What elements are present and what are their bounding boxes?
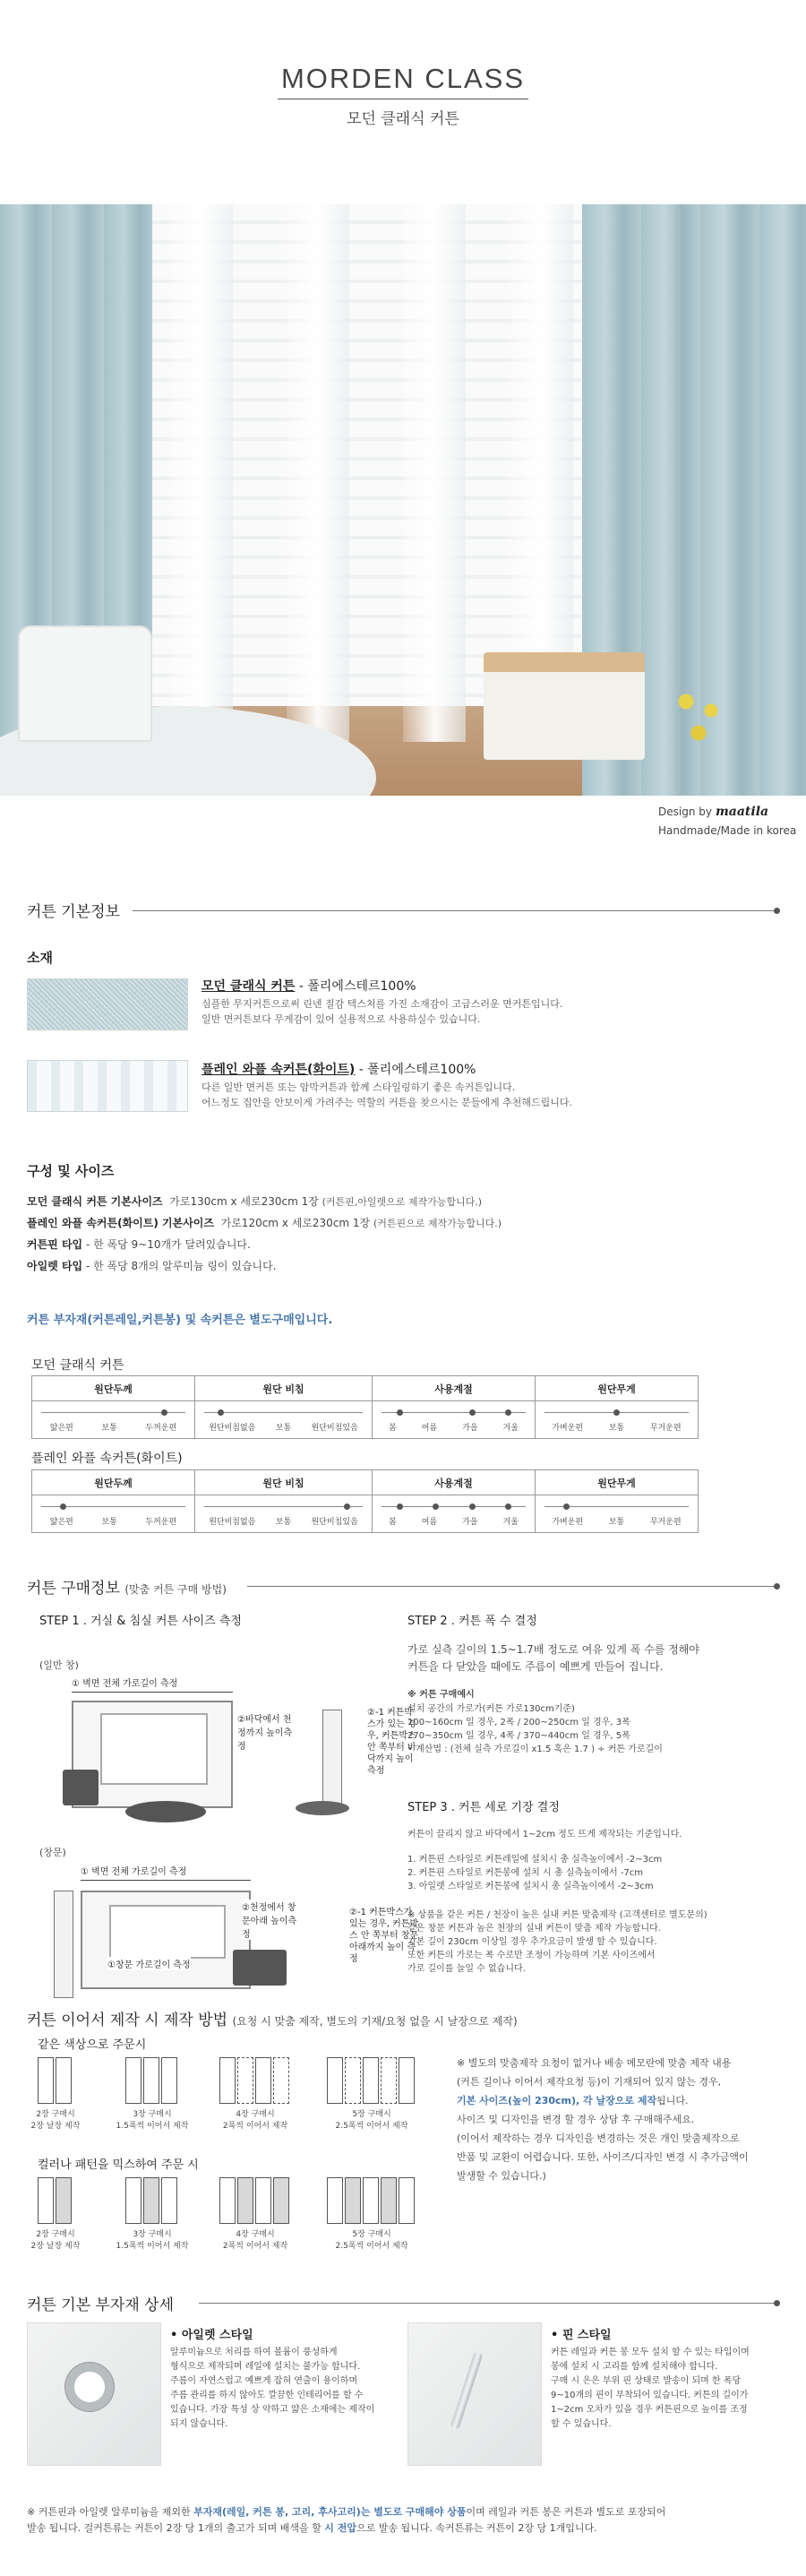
curtain-panel	[56, 2177, 72, 2224]
rating-header: 사용계절	[372, 1470, 535, 1495]
curtain-panel	[345, 2057, 361, 2104]
rating-scale	[41, 1506, 185, 1507]
rating-scale-label: 보통	[608, 1424, 625, 1433]
rating-scale-label: 보통	[608, 1518, 625, 1527]
panel-caption: 3장 구매시 1.5폭씩 이어서 제작	[116, 2230, 189, 2251]
rating-dot	[505, 1409, 511, 1416]
curtain-panel	[381, 2177, 397, 2224]
rating-scale-label: 얇은편	[49, 1518, 73, 1527]
rating-scale-label: 가벼운편	[552, 1424, 584, 1433]
window-type-label: (창문)	[39, 1847, 66, 1858]
rating-cell	[372, 1495, 535, 1533]
rating-header: 원단무게	[535, 1376, 698, 1401]
rating-scale-label: 여름	[421, 1518, 438, 1527]
curtain-panel	[255, 2057, 271, 2104]
rating-dot	[505, 1503, 511, 1510]
rating-scale	[41, 1412, 185, 1413]
spec-line: 커튼핀 타입 - 한 폭당 9~10개가 달려있습니다.	[27, 1238, 251, 1251]
rating-scale	[544, 1506, 689, 1507]
rating-scale-label: 겨울	[502, 1424, 519, 1433]
section-rule	[199, 2303, 777, 2304]
rating-scale-label: 가을	[462, 1424, 478, 1433]
curtain-panel	[125, 2057, 141, 2104]
curtain-panel	[363, 2177, 379, 2224]
rating-scale-label: 보통	[101, 1424, 117, 1433]
curtain-panel	[327, 2057, 343, 2104]
handmade-text: Handmade/Made in korea	[658, 824, 797, 837]
rating-dot	[397, 1503, 403, 1510]
rating-dot	[563, 1503, 570, 1510]
curtain-panel	[273, 2177, 289, 2224]
height-callout: ②바닥에서 천정까지 높이측정	[237, 1711, 300, 1752]
rating-header: 사용계절	[372, 1376, 535, 1401]
section-title-purchase: 커튼 구매정보 (맞춤 커튼 구매 방법)	[27, 1580, 227, 1598]
rating-dot	[469, 1409, 476, 1416]
step3-title: STEP 3 . 커튼 세로 기장 결정	[407, 1801, 560, 1814]
frame-callout: ①창문 가로길이 측정	[107, 1957, 191, 1970]
rating-cell	[194, 1401, 372, 1439]
pin-photo	[407, 2322, 542, 2466]
rating-dot	[161, 1409, 167, 1416]
section-rule	[247, 1586, 777, 1587]
rating-scale-label: 원단비침있음	[311, 1518, 358, 1527]
step1-title: STEP 1 . 거실 & 침실 커튼 사이즈 측정	[39, 1615, 242, 1628]
rating-cell	[194, 1495, 372, 1533]
step2-example: 설치 공간의 가로가(커튼 가로130cm기준) 100~160cm 일 경우, 2폭 / 200~250cm 일 경우, 3폭 270~350cm 일 경우, 4폭 / 370~440cm 일 경우, 5폭 • 계산법 : (전체 실측 가로길이 x1.5 혹은 1.7 ) ÷ 커튼 가로길이	[407, 1704, 663, 1754]
width-callout: ① 벽면 전체 가로길이 측정	[81, 1864, 186, 1877]
floor-shadow	[296, 1801, 349, 1815]
brand-subtitle: 모던 클래식 커튼	[347, 110, 459, 128]
rating-dot	[613, 1409, 620, 1416]
width-arrow	[81, 1880, 251, 1881]
material-desc: 다른 일반 면커튼 또는 암막커튼과 함께 스타일링하기 좋은 속커튼입니다. 어느정도 집안을 안보이게 가려주는 역할의 커튼을 찾으시는 분들에게 추천해드립니다.	[202, 1081, 573, 1108]
step2-title: STEP 2 . 커튼 폭 수 결정	[407, 1615, 537, 1628]
rating-scale-label: 보통	[275, 1424, 292, 1433]
fabric-swatch-classic	[27, 978, 188, 1030]
rating-header: 원단무게	[535, 1470, 698, 1495]
width-arrow	[72, 1692, 233, 1693]
height-callout: ②천정에서 창문아래 높이측정	[242, 1900, 304, 1940]
joining-note: ※ 별도의 맞춤제작 요청이 없거나 배송 메모란에 맞춤 제작 내용 (커튼 길이나 이어서 제작요청 등)이 기재되어 있지 않는 경우, 기본 사이즈(높이 230cm), 각 날장으로 제작됩니다. 사이즈 및 디자인을 변경 할 경우 상담 후 구매해주세요. (이어서 제작하는 경우 디자인을 변경하는 것은 개인 맞춤제작으로 반품 및 교환이 어렵습니다. 또한, 사이즈/디자인 변경 시 추가금액이 발생할 수 있습니다.)	[457, 2057, 749, 2182]
box-callout: ②-1 커튼박스가 있는 경우, 커튼박스 안 쪽부터 창문아래까지 높이 측정	[349, 1907, 421, 1965]
rating-label: 모던 클래식 커튼	[31, 1358, 124, 1373]
window-pane	[109, 1905, 226, 1959]
rating-dot	[469, 1503, 476, 1510]
rating-scale	[204, 1506, 363, 1507]
box-callout: ②-1 커튼박스가 있는 경우, 커튼박스 안 쪽부터 바닥까지 높이 측정	[367, 1707, 421, 1777]
sheer-fold	[170, 204, 233, 742]
section-rule	[133, 910, 777, 911]
curtain-panel	[219, 2177, 236, 2224]
sheer-fold	[287, 204, 349, 742]
eyelet-title: • 아일렛 스타일	[170, 2329, 253, 2342]
eyelet-photo	[27, 2322, 161, 2466]
rating-dot	[397, 1409, 403, 1416]
rating-table	[31, 1375, 699, 1439]
pin-desc: 커튼 레일과 커튼 봉 모두 설치 할 수 있는 타입이며 봉에 설치 시 고리를 함께 설치해야 합니다. 구매 시 은은 부위 핀 상태로 발송이 되며 한 폭당 9~10개의 핀이 부착되어 있습니다. 커튼의 길이가 1~2cm 오차가 있을 경우 커튼핀으로 높이를 조정 할 수 있습니다.	[551, 2348, 750, 2429]
section-dot	[774, 2300, 780, 2306]
side-table	[484, 652, 645, 760]
width-callout: ① 벽면 전체 가로길이 측정	[72, 1676, 177, 1689]
wall-outline	[81, 1891, 251, 1989]
section-title-basic: 커튼 기본정보	[27, 903, 120, 921]
eyelet-desc: 알루미늄으로 처리를 하여 볼륨이 풍성하게 형식으로 제작되며 레일에 설치는 불가능 합니다. 주름이 자연스럽고 예쁘게 잡혀 연출이 용이하며 주름 관리를 하지 않아도 깔끔한 인테리어를 할 수 있습니다. 가장 특성 상 약하고 얇은 소재에는 제작이 되지 않습니다.	[170, 2348, 375, 2429]
rating-scale-label: 두꺼운편	[145, 1424, 177, 1433]
hero-photo	[0, 204, 806, 796]
fabric-swatch-waffle	[27, 1060, 188, 1112]
curtain-panel	[38, 2057, 54, 2104]
eyelet-ring-icon	[65, 2363, 114, 2411]
mix-heading: 컬러나 패턴을 믹스하여 주문 시	[38, 2158, 199, 2172]
floor-lamp-icon	[322, 1710, 342, 1808]
brand-logo: maatila	[715, 805, 769, 819]
rating-scale-label: 보통	[275, 1518, 292, 1527]
step3-desc: 커튼이 끌리지 않고 바닥에서 1~2cm 정도 뜨게 제작되는 기준입니다.	[407, 1830, 682, 1839]
spec-line: 플레인 와플 속커튼(화이트) 기본사이즈 가로120cm x 세로230cm 1장 (커튼핀으로 제작가능합니다.)	[27, 1217, 502, 1229]
step3-list: 1. 커튼핀 스타일로 커튼레일에 설치시 총 실측높이에서 -2~3cm 2. 커튼핀 스타일로 커튼봉에 설치 시 총 실측높이에서 -7cm 3. 아일렛 스타일로 커튼봉에 설치시 총 실측높이에서 -2~3cm	[407, 1855, 663, 1891]
step2-example-title: ※ 커튼 구매예시	[407, 1690, 475, 1700]
floor-lamp-icon	[54, 1891, 73, 1998]
window-type-label: (일반 창)	[39, 1659, 79, 1671]
window-pane	[100, 1713, 208, 1785]
rating-label: 플레인 와플 속커튼(화이트)	[31, 1452, 183, 1466]
accessory-notice: 커튼 부자재(커튼레일,커튼봉) 및 속커튼은 별도구매입니다.	[27, 1314, 333, 1327]
curtain-panel	[255, 2177, 271, 2224]
brand-title: MORDEN CLASS	[280, 63, 526, 94]
curtain-panel	[56, 2057, 72, 2104]
composition-heading: 구성 및 사이즈	[27, 1163, 115, 1179]
curtain-panel	[161, 2177, 177, 2224]
rating-cell	[535, 1401, 698, 1439]
rating-cell	[535, 1495, 698, 1533]
spec-line: 아일렛 타입 - 한 폭당 8개의 알루미늄 링이 있습니다.	[27, 1260, 277, 1272]
curtain-panel	[345, 2177, 361, 2224]
design-credit	[658, 805, 793, 819]
bed-icon	[233, 1950, 287, 1986]
rating-header: 원단두께	[32, 1470, 195, 1495]
armchair-icon	[63, 1770, 99, 1805]
step2-desc: 가로 실측 길이의 1.5~1.7배 정도로 여유 있게 폭 수를 정해야 커튼을 다 닫았을 때에도 주름이 예쁘게 만들어 집니다.	[407, 1643, 699, 1673]
curtain-panel	[381, 2057, 397, 2104]
rating-scale	[382, 1412, 526, 1413]
same-color-heading: 같은 색상으로 주문시	[38, 2038, 147, 2052]
rating-scale-label: 원단비침있음	[311, 1424, 358, 1433]
material-heading: 소재	[27, 950, 53, 966]
section-title-accessories: 커튼 기본 부자재 상세	[27, 2296, 175, 2314]
rating-dot	[218, 1409, 224, 1416]
rating-scale-label: 무거운편	[649, 1518, 682, 1527]
rating-table	[31, 1469, 699, 1533]
panel-caption: 4장 구매시 2폭씩 이어서 제작	[222, 2230, 288, 2251]
section-dot	[774, 908, 780, 914]
panel-caption: 5장 구매시 2.5폭씩 이어서 제작	[335, 2230, 408, 2251]
rating-dot	[344, 1503, 350, 1510]
panel-caption: 5장 구매시 2.5폭씩 이어서 제작	[335, 2110, 408, 2131]
design-by-text: Design by	[658, 806, 712, 818]
rating-scale-label: 무거운편	[649, 1424, 682, 1433]
panel-caption: 4장 구매시 2폭씩 이어서 제작	[222, 2110, 288, 2131]
curtain-panel	[143, 2057, 159, 2104]
section-title-joining: 커튼 이어서 제작 시 제작 방법 (요청 시 맞춤 제작, 별도의 기재/요청 없을 시 날장으로 제작)	[27, 2012, 518, 2029]
rating-dot	[60, 1503, 66, 1510]
curtain-panel	[399, 2177, 415, 2224]
curtain-panel	[143, 2177, 159, 2224]
rating-scale-label: 가벼운편	[552, 1518, 584, 1527]
rating-scale-label: 여름	[421, 1424, 438, 1433]
rating-scale-label: 보통	[101, 1518, 117, 1527]
panel-caption: 3장 구매시 1.5폭씩 이어서 제작	[116, 2110, 189, 2131]
rating-scale-label: 겨울	[502, 1518, 519, 1527]
curtain-panel	[273, 2057, 289, 2104]
rating-scale-label: 봄	[388, 1424, 397, 1433]
curtain-panel	[237, 2057, 253, 2104]
accessory-footer-note: ※ 커튼핀과 아일렛 알루미늄을 제외한 부자재(레일, 커튼 봉, 고리, 후사고리)는 별도로 구매해야 상품이며 레일과 커튼 봉은 커튼과 별도로 포장되어 발송 됩니다. 걸커튼류는 커튼이 2장 당 1개의 출고가 되며 배색을 할 시 전압으로 발송 됩니다. 속커튼류는 커튼이 2장 당 1개입니다.	[27, 2506, 666, 2534]
curtain-panel	[399, 2057, 415, 2104]
rating-scale-label: 원단비침없음	[209, 1424, 256, 1433]
rating-header: 원단 비침	[194, 1376, 372, 1401]
material-name: 플레인 와플 속커튼(화이트) - 폴리에스테르100%	[202, 1063, 476, 1077]
rating-scale-label: 가을	[462, 1518, 478, 1527]
spec-line: 모던 클래식 커튼 기본사이즈 가로130cm x 세로230cm 1장 (커튼핀,아일렛으로 제작가능합니다.)	[27, 1195, 483, 1208]
material-name: 모던 클래식 커튼 - 폴리에스테르100%	[202, 979, 416, 994]
curtain-panel	[237, 2177, 253, 2224]
flower-vase	[667, 675, 730, 764]
pin-title: • 핀 스타일	[551, 2329, 612, 2342]
sheer-fold	[403, 204, 466, 742]
rating-scale-label: 두꺼운편	[145, 1518, 177, 1527]
rug-icon	[125, 1801, 206, 1822]
rating-header: 원단두께	[32, 1376, 195, 1401]
measure-diagram-general	[54, 1676, 376, 1828]
curtain-panel	[219, 2057, 236, 2104]
rating-scale-label: 얇은편	[49, 1424, 73, 1433]
curtain-panel	[125, 2177, 141, 2224]
material-desc: 심플한 무지커튼으로써 린넨 질감 텍스처를 가진 소재감이 고급스러운 면커튼입니다. 일반 면커튼보다 무게감이 있어 실용적으로 사용하실수 있습니다.	[202, 998, 563, 1025]
rating-dot	[433, 1503, 439, 1510]
rating-cell	[372, 1401, 535, 1439]
rating-cell	[32, 1401, 195, 1439]
rating-header: 원단 비침	[194, 1470, 372, 1495]
rating-scale-label: 봄	[388, 1518, 397, 1527]
curtain-pin-icon	[450, 2351, 483, 2431]
panel-caption: 2장 구매시 2장 날장 제작	[30, 2110, 81, 2131]
white-chair	[18, 625, 152, 742]
curtain-panel	[161, 2057, 177, 2104]
rating-scale	[544, 1412, 689, 1413]
step3-note: ※ 상품을 같은 커튼 / 천장이 높은 실내 커튼 맞춤제작 (고객센터로 별도문의) 같은 창문 커튼과 높은 천장의 실내 커튼이 맞춤 제작 가능합니다. 기본 길이 230cm 이상일 경우 추가요금이 발생 할 수 있습니다. 또한 커튼의 가로는 폭 수로만 조정이 가능하며 기본 사이즈에서 가로 길이를 늘일 수 없습니다.	[407, 1910, 707, 1974]
rating-scale-label: 원단비침없음	[209, 1518, 256, 1527]
rating-scale	[382, 1506, 526, 1507]
curtain-panel	[363, 2057, 379, 2104]
section-dot	[774, 1583, 780, 1590]
measure-diagram-window	[54, 1864, 376, 2007]
panel-caption: 2장 구매시 2장 날장 제작	[30, 2230, 81, 2251]
rating-cell	[32, 1495, 195, 1533]
curtain-panel	[38, 2177, 54, 2224]
curtain-panel	[327, 2177, 343, 2224]
rating-scale	[204, 1412, 363, 1413]
